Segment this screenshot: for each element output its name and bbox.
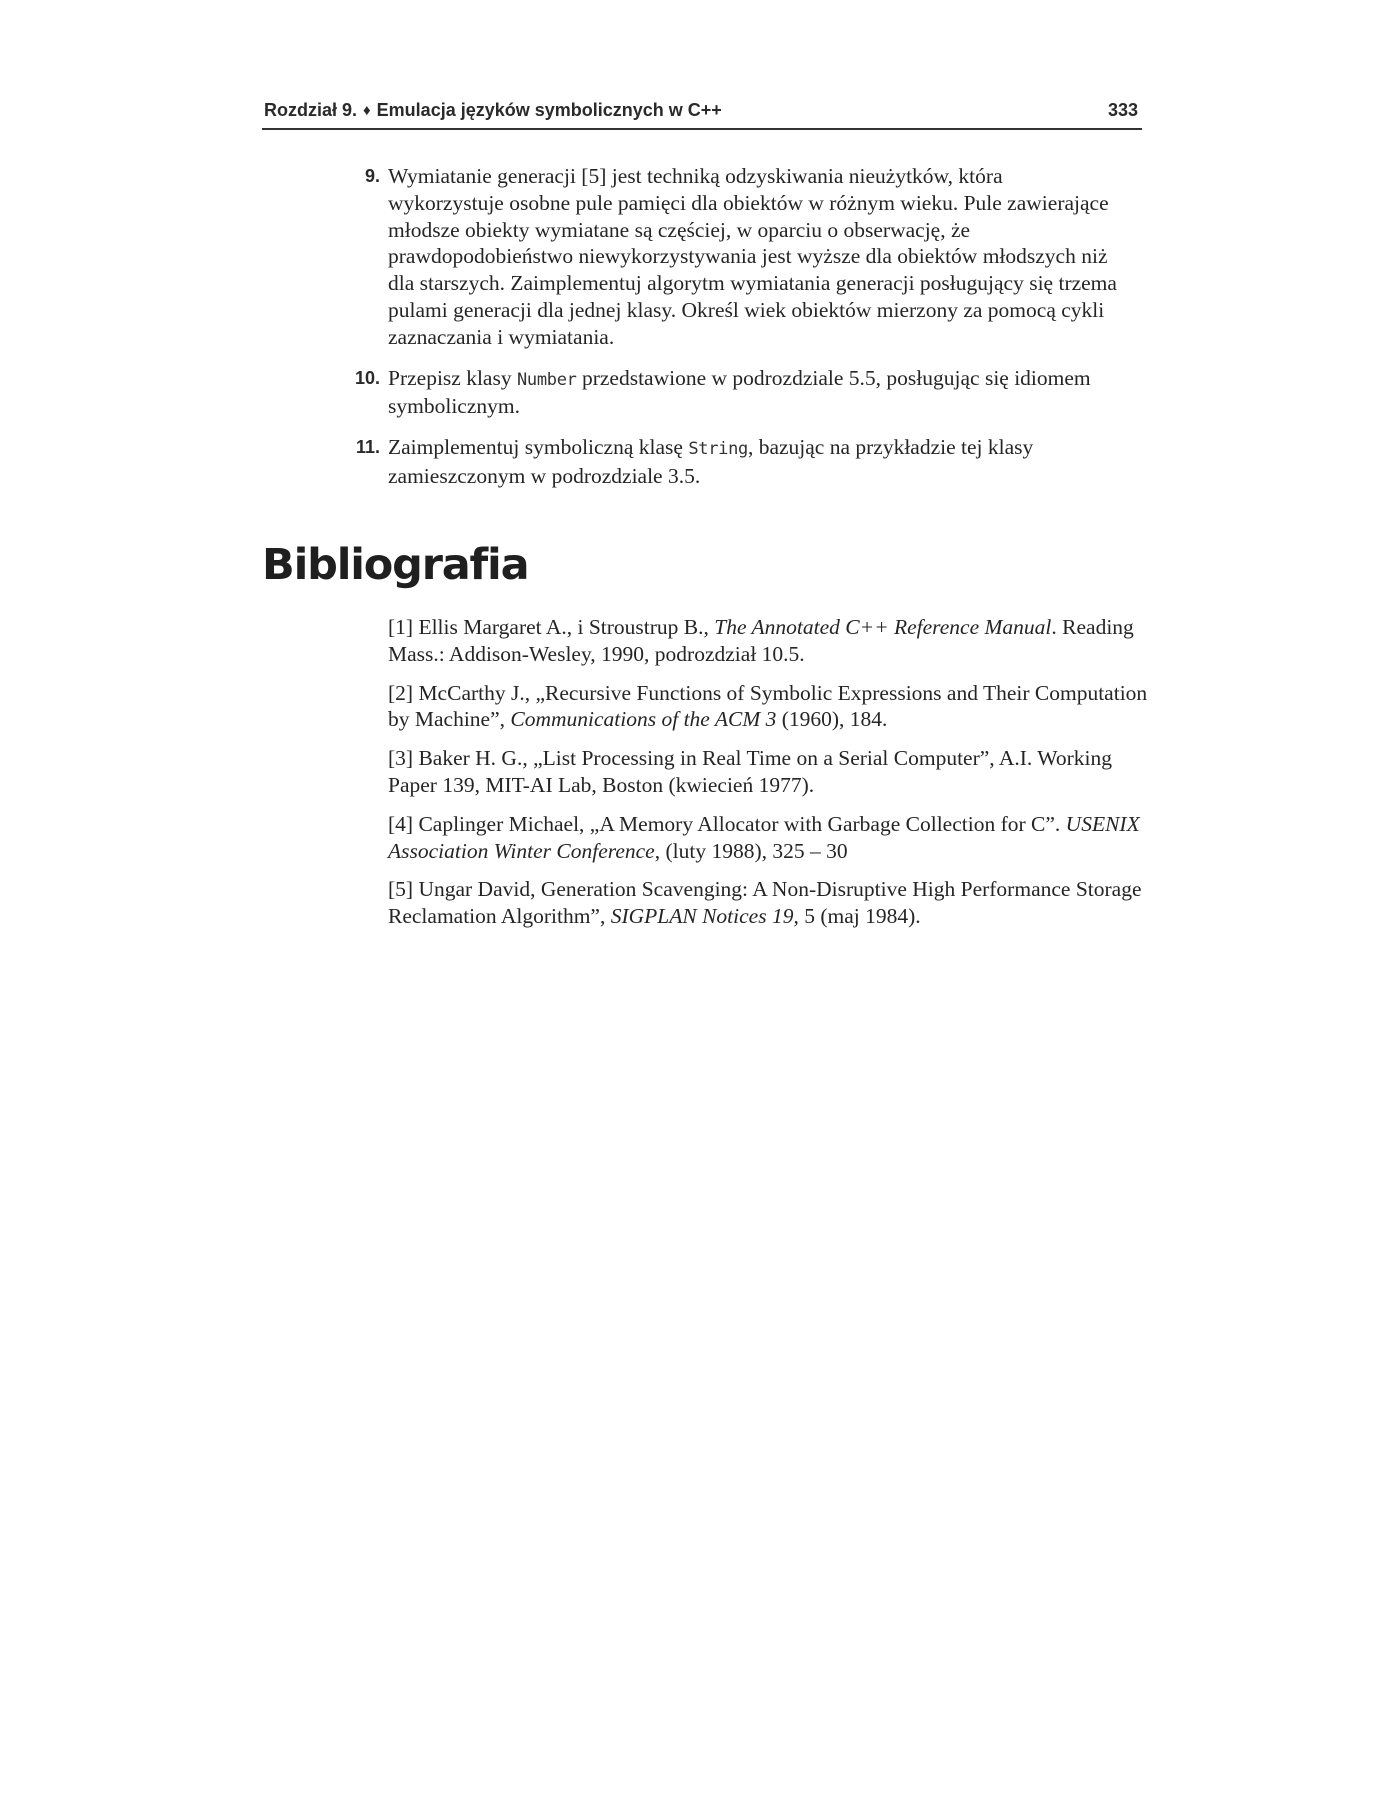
bib-text: [4] Caplinger Michael, „A Memory Allocator with Garbage Collection for C”.: [388, 811, 1066, 836]
bib-text: , 5 (maj 1984).: [793, 904, 921, 929]
bib-title-italic: USENIX Association Winter Conference: [388, 811, 1140, 863]
exercise-number: 11.: [355, 437, 380, 458]
bib-title-italic: Communications of the ACM 3: [510, 707, 777, 732]
page-number: 333: [1107, 100, 1138, 120]
exercise-text: Przepisz klasy: [388, 365, 517, 390]
bib-text: , (luty 1988), 325 – 30: [654, 838, 848, 863]
exercise-number: 9.: [364, 166, 380, 186]
exercise-text: , bazując na przykładzie tej klasy zamieszczonym w podrozdziale 3.5.: [388, 435, 1034, 488]
bib-title-italic: The Annotated C++ Reference Manual: [714, 615, 1052, 639]
code-identifier: Number: [516, 369, 577, 390]
exercise-item: [320, 365, 1120, 421]
chapter-label: Rozdział 9.: [264, 100, 358, 120]
bib-text: [2] McCarthy J., „Recursive Functions of Symbolic Expressions and Their Computation by Machine”,: [388, 680, 1148, 732]
exercise-text: przedstawione w podrozdziale 5.5, posługując się idiomem symbolicznym.: [388, 365, 1091, 419]
running-header: [262, 98, 1142, 130]
exercise-text: Zaimplementuj symboliczną klasę: [388, 435, 689, 460]
bibliography-entry: [388, 614, 1148, 668]
bibliography-list: [388, 614, 1148, 942]
exercise-list: [320, 163, 1120, 504]
bib-text: [5] Ungar David, Generation Scavenging: A Non-Disruptive High Performance Storage Reclamation Algorithm”,: [388, 877, 1142, 929]
bib-text: . Reading Mass.: Addison-Wesley, 1990, podrozdział 10.5.: [388, 615, 1134, 666]
bib-text: [1] Ellis Margaret A., i Stroustrup B.,: [388, 615, 715, 639]
diamond-separator-icon: ♦: [363, 102, 371, 119]
exercise-item: [320, 434, 1120, 490]
bib-title-italic: SIGPLAN Notices 19: [610, 904, 794, 929]
bibliography-entry: [388, 680, 1148, 734]
code-identifier: String: [688, 439, 748, 460]
exercise-number: 10.: [354, 367, 380, 388]
exercise-item: [320, 163, 1120, 351]
bibliography-entry: [388, 876, 1148, 930]
bib-text: (1960), 184.: [776, 707, 888, 732]
chapter-heading: [264, 100, 722, 121]
section-title: Bibliografia: [262, 540, 529, 590]
bibliography-entry: [388, 745, 1148, 799]
chapter-title: Emulacja języków symbolicznych w C++: [376, 100, 722, 120]
exercise-text: Wymiatanie generacji [5] jest techniką odzyskiwania nieużytków, która wykorzystuje osobne pule pamięci dla obiektów w różnym wieku. Pule zawierające młodsze obiekty wymiatane są częściej, w oparciu o obserwację, że prawdopodobieństwo niewykorzystywania jest wyższe dla obiektów młodszych niż dla starszych. Zaimplementuj algorytm wymiatania generacji posługujący się trzema pulami generacji dla jednej klasy. Określ wiek obiektów mierzony za pomocą cykli zaznaczania i wymiatania.: [388, 164, 1117, 349]
bib-text: [3] Baker H. G., „List Processing in Real Time on a Serial Computer”, A.I. Working Paper 139, MIT-AI Lab, Boston (kwiecień 1977).: [388, 746, 1112, 797]
bibliography-entry: [388, 811, 1148, 865]
